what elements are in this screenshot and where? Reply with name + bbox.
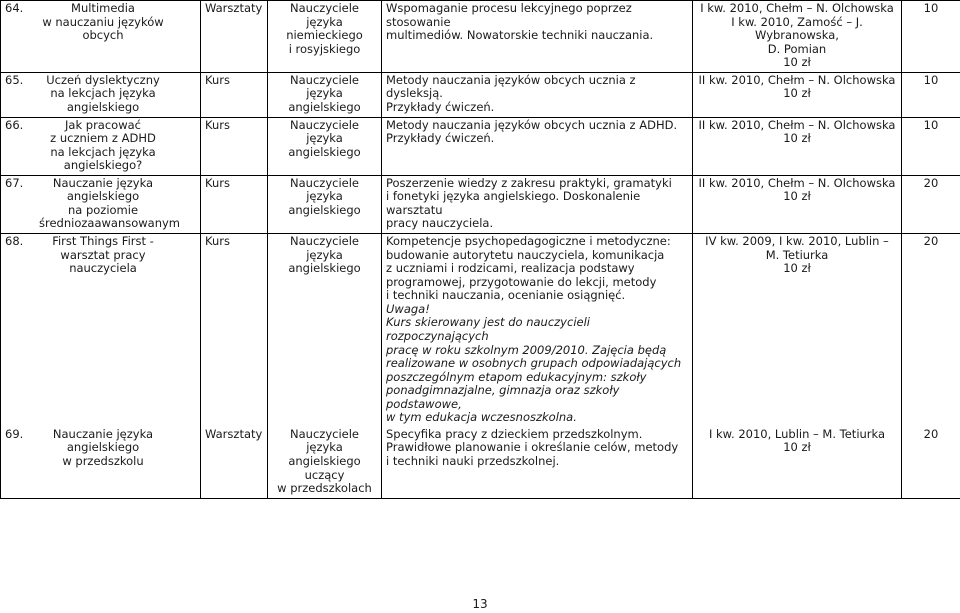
row-number: 66.: [5, 117, 24, 132]
content-cell: Specyfika pracy z dzieckiem przedszkolnym. Prawidłowe planowanie i określanie celów, metody i techniki nauki przedszkolnej.: [382, 427, 693, 498]
course-title: First Things First - warsztat pracy nauczyciela: [52, 234, 154, 276]
table-row: [1, 117, 960, 175]
form-cell: Kurs: [201, 72, 268, 117]
term-cell: II kw. 2010, Chełm – N. Olchowska 10 zł: [693, 117, 902, 175]
title-cell: [1, 234, 201, 427]
title-cell: [1, 72, 201, 117]
term-cell: I kw. 2010, Chełm – N. Olchowska I kw. 2010, Zamość – J. Wybranowska, D. Pomian 10 zł: [693, 1, 902, 73]
hours-cell: 20: [902, 234, 960, 427]
content-text: Kompetencje psychopedagogiczne i metodyczne: budowanie autorytetu nauczyciela, komunikacja z uczniami i rodzicami, realizacja podstawy programowej, przygotowanie do lekcji, metody i techniki nauczania, ocenianie osiągnięć.: [386, 234, 671, 303]
hours-cell: 20: [902, 175, 960, 233]
content-cell: Metody nauczania języków obcych ucznia z dysleksją. Przykłady ćwiczeń.: [382, 72, 693, 117]
form-cell: Warsztaty: [201, 427, 268, 498]
table-row: [1, 427, 960, 498]
content-cell: [382, 234, 693, 427]
title-cell: [1, 175, 201, 233]
row-number: 69.: [5, 426, 24, 441]
audience-cell: Nauczyciele języka angielskiego: [268, 175, 382, 233]
audience-cell: Nauczyciele języka angielskiego: [268, 234, 382, 427]
row-number: 67.: [5, 175, 24, 190]
course-title: Uczeń dyslektyczny na lekcjach języka angielskiego: [46, 72, 160, 114]
hours-cell: 10: [902, 1, 960, 73]
form-cell: Warsztaty: [201, 1, 268, 73]
course-title: Multimedia w nauczaniu języków obcych: [42, 1, 164, 43]
row-number: 65.: [5, 72, 24, 87]
title-cell: [1, 117, 201, 175]
title-cell: [1, 427, 201, 498]
course-title: Jak pracować z uczniem z ADHD na lekcjach języka angielskiego?: [50, 117, 156, 173]
form-cell: Kurs: [201, 234, 268, 427]
audience-cell: Nauczyciele języka angielskiego: [268, 117, 382, 175]
content-cell: Poszerzenie wiedzy z zakresu praktyki, gramatyki i fonetyki języka angielskiego. Doskonalenie warsztatu pracy nauczyciela.: [382, 175, 693, 233]
hours-cell: 20: [902, 427, 960, 498]
form-cell: Kurs: [201, 175, 268, 233]
hours-cell: 10: [902, 72, 960, 117]
course-title: Nauczanie języka angielskiego na poziomie średniozaawansowanym: [39, 175, 181, 231]
audience-cell: Nauczyciele języka niemieckiego i rosyjskiego: [268, 1, 382, 73]
row-number: 64.: [5, 1, 24, 15]
hours-cell: 10: [902, 117, 960, 175]
page-number: 13: [472, 597, 488, 611]
table-row: [1, 1, 960, 73]
content-note: Uwaga! Kurs skierowany jest do nauczycieli rozpoczynających pracę w roku szkolnym 2009/2010. Zajęcia będą realizowane w osobnych grupach odpowiadających poszczególnym etapom edukacyjnym: szkoły ponadgimnazjalne, gimnazja oraz szkoły podstawowe, w tym edukacja wczesnoszkolna.: [386, 301, 682, 425]
term-cell: II kw. 2010, Chełm – N. Olchowska 10 zł: [693, 72, 902, 117]
audience-cell: Nauczyciele języka angielskiego uczący w przedszkolach: [268, 427, 382, 498]
term-cell: I kw. 2010, Lublin – M. Tetiurka 10 zł: [693, 427, 902, 498]
title-cell: [1, 1, 201, 73]
row-number: 68.: [5, 234, 24, 248]
audience-cell: Nauczyciele języka angielskiego: [268, 72, 382, 117]
table-row: [1, 234, 960, 427]
table-row: [1, 175, 960, 233]
form-cell: Kurs: [201, 117, 268, 175]
content-cell: Wspomaganie procesu lekcyjnego poprzez stosowanie multimediów. Nowatorskie techniki nauczania.: [382, 1, 693, 73]
term-cell: IV kw. 2009, I kw. 2010, Lublin – M. Tetiurka 10 zł: [693, 234, 902, 427]
content-cell: Metody nauczania języków obcych ucznia z ADHD. Przykłady ćwiczeń.: [382, 117, 693, 175]
table-row: [1, 72, 960, 117]
term-cell: II kw. 2010, Chełm – N. Olchowska 10 zł: [693, 175, 902, 233]
course-title: Nauczanie języka angielskiego w przedszkolu: [52, 426, 154, 468]
